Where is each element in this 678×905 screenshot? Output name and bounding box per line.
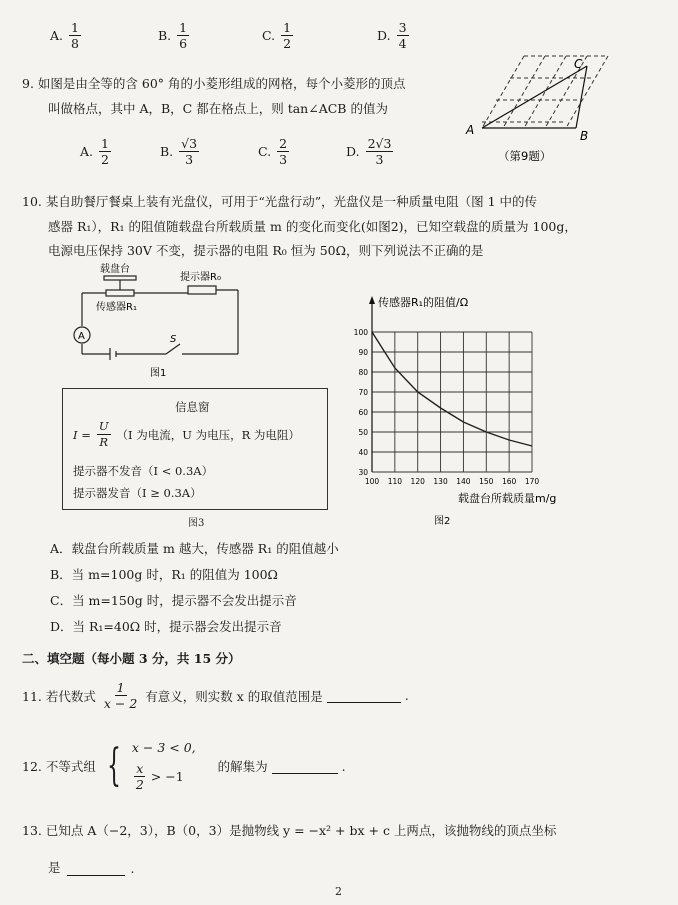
ohms-law-formula: I = $\frac{U}{R}$ （I 为电流，U 为电压，R 为电阻） bbox=[73, 419, 300, 449]
label-b: B bbox=[580, 129, 589, 143]
x-axis-label: 载盘台所载质量m/g bbox=[458, 492, 557, 505]
q13-answer-blank[interactable] bbox=[67, 861, 125, 876]
q13-line1: 13. 已知点 A（−2，3），B（0，3）是抛物线 y = −x² + bx + c 上两点，该抛物线的顶点坐标 bbox=[22, 823, 557, 838]
q10-line3: 电源电压保持 30V 不变，提示器的电阻 R₀ 恒为 50Ω，则下列说法不正确的是 bbox=[48, 243, 484, 258]
y-tick-label: 60 bbox=[358, 408, 368, 417]
x-tick-label: 120 bbox=[410, 477, 425, 486]
y-axis-arrow-icon bbox=[369, 296, 375, 304]
info-line-silent: 提示器不发音（I < 0.3A） bbox=[73, 464, 214, 478]
q9-option-a[interactable]: A. $\frac{1}{2}$ bbox=[80, 136, 109, 167]
fig2-caption: 图2 bbox=[434, 516, 451, 527]
x-tick-label: 150 bbox=[479, 477, 494, 486]
info-window-title: 信息窗 bbox=[175, 400, 210, 414]
y-tick-label: 90 bbox=[358, 348, 368, 357]
q11: 11. 若代数式 $\frac{1}{x - 2}$ 有意义，则实数 x 的取值范围是 . bbox=[22, 680, 409, 711]
x-tick-label: 100 bbox=[364, 477, 380, 486]
brace-icon: { bbox=[106, 740, 121, 791]
svg-text:S: S bbox=[170, 334, 177, 345]
q10-option-b[interactable]: B．当 m=100g 时，R₁ 的阻值为 100Ω bbox=[50, 567, 278, 582]
q10-option-c[interactable]: C．当 m=150g 时，提示器不会发出提示音 bbox=[50, 593, 297, 608]
q9-option-c[interactable]: C. $\frac{2}{3}$ bbox=[258, 136, 288, 167]
y-tick-label: 100 bbox=[353, 328, 368, 337]
y-tick-label: 80 bbox=[358, 368, 368, 377]
q10-line2: 感器 R₁），R₁ 的阻值随载盘台所载质量 m 的变化而变化(如图2)，已知空载盘的质量为 100g， bbox=[48, 219, 577, 234]
q12-answer-blank[interactable] bbox=[272, 759, 338, 774]
q10-option-a[interactable]: A．载盘台所载质量 m 越大，传感器 R₁ 的阻值越小 bbox=[50, 541, 339, 556]
chart-grid bbox=[372, 332, 532, 472]
y-tick-label: 50 bbox=[358, 428, 368, 437]
q8-option-b[interactable]: B. $\frac{1}{6}$ bbox=[158, 20, 188, 51]
svg-text:A: A bbox=[78, 331, 85, 342]
q9-line2: 叫做格点，其中 A，B，C 都在格点上，则 tan∠ACB 的值为 bbox=[48, 101, 388, 116]
prompter-r0 bbox=[188, 286, 216, 294]
section-2-heading: 二、填空题（每小题 3 分，共 15 分） bbox=[22, 651, 241, 666]
sensor-r1 bbox=[106, 290, 134, 296]
q8-option-c[interactable]: C. $\frac{1}{2}$ bbox=[262, 20, 292, 51]
y-tick-label: 70 bbox=[358, 388, 368, 397]
page-number: 2 bbox=[335, 885, 342, 898]
q10-line1: 10. 某自助餐厅餐桌上装有光盘仪，可用于“光盘行动”，光盘仪是一种质量电阻（图 1 中的传 bbox=[22, 194, 538, 209]
q8-option-d[interactable]: D. $\frac{3}{4}$ bbox=[377, 20, 407, 51]
x-tick-label: 130 bbox=[433, 477, 448, 486]
svg-text:图1: 图1 bbox=[150, 368, 167, 379]
circuit-figure-1 bbox=[70, 262, 250, 380]
q9-caption: （第9题） bbox=[498, 149, 552, 163]
info-window bbox=[62, 388, 328, 510]
x-tick-label: 160 bbox=[501, 477, 517, 486]
x-tick-label: 110 bbox=[387, 477, 403, 486]
q9-line1: 9. 如图是由全等的含 60° 角的小菱形组成的网格，每个小菱形的顶点 bbox=[22, 76, 406, 91]
q10-option-d[interactable]: D．当 R₁=40Ω 时，提示器会发出提示音 bbox=[50, 619, 282, 634]
label-c: C bbox=[574, 57, 583, 71]
r1-curve bbox=[372, 332, 532, 446]
y-axis-label: 传感器R₁的阻值/Ω bbox=[378, 296, 469, 309]
x-tick-label: 140 bbox=[456, 477, 471, 486]
y-tick-label: 40 bbox=[358, 448, 368, 457]
q8-option-a[interactable]: A. $\frac{1}{8}$ bbox=[50, 20, 79, 51]
label-a: A bbox=[466, 123, 475, 137]
y-tick-label: 30 bbox=[358, 468, 368, 477]
svg-text:传感器R₁: 传感器R₁ bbox=[96, 302, 137, 313]
svg-text:提示器R₀: 提示器R₀ bbox=[180, 272, 221, 283]
x-tick-label: 170 bbox=[524, 477, 540, 486]
q9-option-b[interactable]: B. $\frac{√3}{3}$ bbox=[160, 136, 198, 167]
tray-plate bbox=[104, 276, 136, 280]
info-line-sound: 提示器发音（I ≥ 0.3A） bbox=[73, 486, 202, 500]
q9-option-d[interactable]: D. $\frac{2√3}{3}$ bbox=[346, 136, 392, 167]
fig3-caption: 图3 bbox=[188, 518, 205, 529]
q12: 12. 不等式组 { x − 3 < 0, $\frac{x}{2}$ > −1 的解集为 . bbox=[22, 740, 346, 792]
q11-answer-blank[interactable] bbox=[327, 688, 401, 703]
svg-text:载盘台: 载盘台 bbox=[100, 264, 130, 275]
q9-figure bbox=[458, 48, 638, 166]
r1-mass-chart bbox=[350, 292, 600, 532]
q13-line2: 是 . bbox=[48, 860, 135, 876]
